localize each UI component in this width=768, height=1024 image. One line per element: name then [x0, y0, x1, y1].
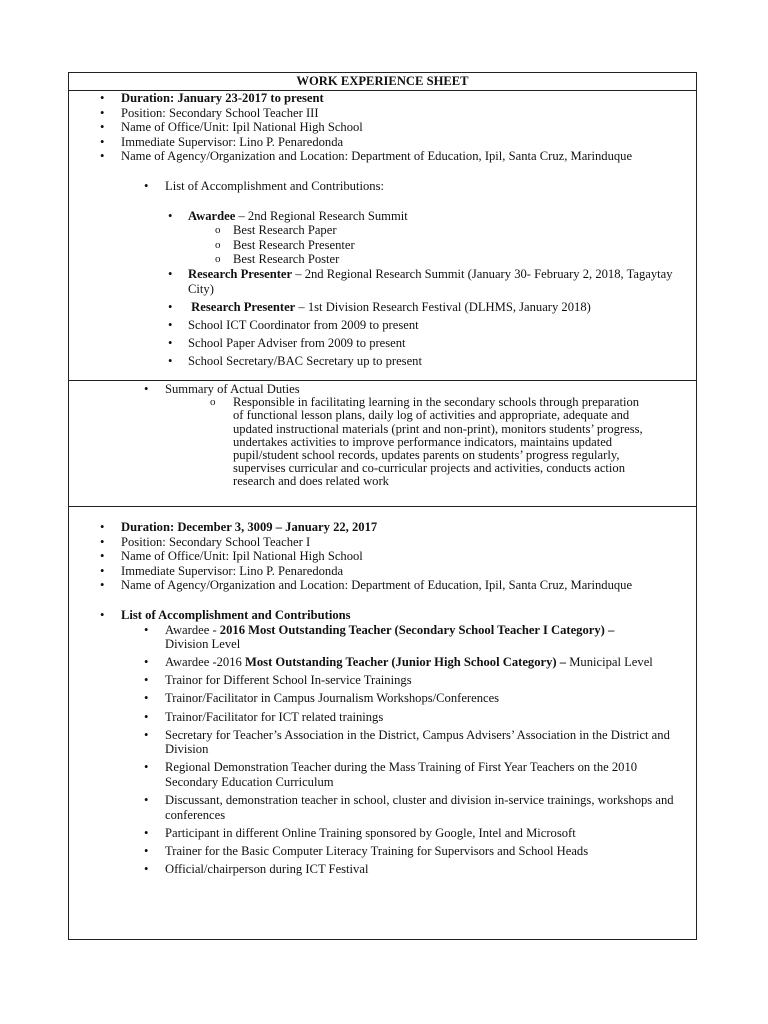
job2-list-item: • Trainor/Facilitator for ICT related trainings — [69, 710, 696, 725]
job1-position: • Position: Secondary School Teacher III — [69, 106, 696, 121]
job2-list-item: • Discussant, demonstration teacher in school, cluster and division in-service trainings, workshops and conferences — [69, 793, 696, 822]
job2-list-item: • Trainer for the Basic Computer Literacy Training for Supervisors and School Heads — [69, 844, 696, 859]
job2-award-1: • Awardee - 2016 Most Outstanding Teacher (Secondary School Teacher I Category) – Division Level — [69, 623, 696, 652]
job1-duties-heading: • Summary of Actual Duties — [69, 383, 696, 396]
job2-list-item: • Official/chairperson during ICT Festival — [69, 862, 696, 877]
job2-list-item: • Participant in different Online Training sponsored by Google, Intel and Microsoft — [69, 826, 696, 841]
job1-supervisor: • Immediate Supervisor: Lino P. Penaredonda — [69, 135, 696, 150]
job1-duties-section — [69, 383, 696, 489]
section-divider — [69, 380, 696, 381]
job1-accomplishments-heading: • List of Accomplishment and Contributions: — [69, 179, 696, 194]
job2-list-item: • Trainor for Different School In-service Trainings — [69, 673, 696, 688]
job1-role: • School ICT Coordinator from 2009 to present — [69, 318, 696, 333]
job1-award-item: o Best Research Presenter — [69, 238, 696, 253]
job1-award-item: o Best Research Paper — [69, 223, 696, 238]
job2-list-item: • Regional Demonstration Teacher during the Mass Training of First Year Teachers on the 2010 Secondary Education Curriculum — [69, 760, 696, 789]
job1-office: • Name of Office/Unit: Ipil National High School — [69, 120, 696, 135]
sheet-title: WORK EXPERIENCE SHEET — [69, 73, 696, 91]
job2-section — [69, 520, 696, 876]
job1-awardee: • Awardee – 2nd Regional Research Summit — [69, 209, 696, 224]
job1-section — [69, 91, 696, 369]
job1-role: • School Secretary/BAC Secretary up to present — [69, 354, 696, 369]
section-divider — [69, 506, 696, 507]
job2-list-item: • Trainor/Facilitator in Campus Journalism Workshops/Conferences — [69, 691, 696, 706]
job1-agency: • Name of Agency/Organization and Location: Department of Education, Ipil, Santa Cruz, Marinduque — [69, 149, 696, 164]
job2-duration: • Duration: December 3, 3009 – January 22, 2017 — [69, 520, 696, 535]
job2-list-item: • Secretary for Teacher’s Association in the District, Campus Advisers’ Association in the District and Division — [69, 728, 696, 757]
job2-agency: • Name of Agency/Organization and Location: Department of Education, Ipil, Santa Cruz, Marinduque — [69, 578, 696, 593]
job1-research-presenter-2: • Research Presenter – 1st Division Research Festival (DLHMS, January 2018) — [69, 300, 696, 315]
job1-award-item: o Best Research Poster — [69, 252, 696, 267]
work-experience-sheet — [68, 72, 697, 940]
job2-office: • Name of Office/Unit: Ipil National High School — [69, 549, 696, 564]
job2-accomplishments-heading: • List of Accomplishment and Contributions — [69, 608, 696, 623]
job2-position: • Position: Secondary School Teacher I — [69, 535, 696, 550]
job2-supervisor: • Immediate Supervisor: Lino P. Penaredonda — [69, 564, 696, 579]
job1-duration: • Duration: January 23-2017 to present — [69, 91, 696, 106]
job1-research-presenter-1: • Research Presenter – 2nd Regional Research Summit (January 30- February 2, 2018, Tagaytay City) — [69, 267, 696, 296]
job2-award-2: • Awardee -2016 Most Outstanding Teacher (Junior High School Category) – Municipal Level — [69, 655, 696, 670]
job1-duties-text: o Responsible in facilitating learning in the secondary schools through preparation of functional lesson plans, daily log of activities and appropriate, adequate and updated instructional materials (print and non-print), monitors students’ progress, undertakes activities to improve performance indicators, maintains updated pupil/student school records, updates parents on students’ progress regularly, supervises curricular and co-curricular projects and activities, conducts action research and does related work — [69, 396, 696, 488]
job1-role: • School Paper Adviser from 2009 to present — [69, 336, 696, 351]
